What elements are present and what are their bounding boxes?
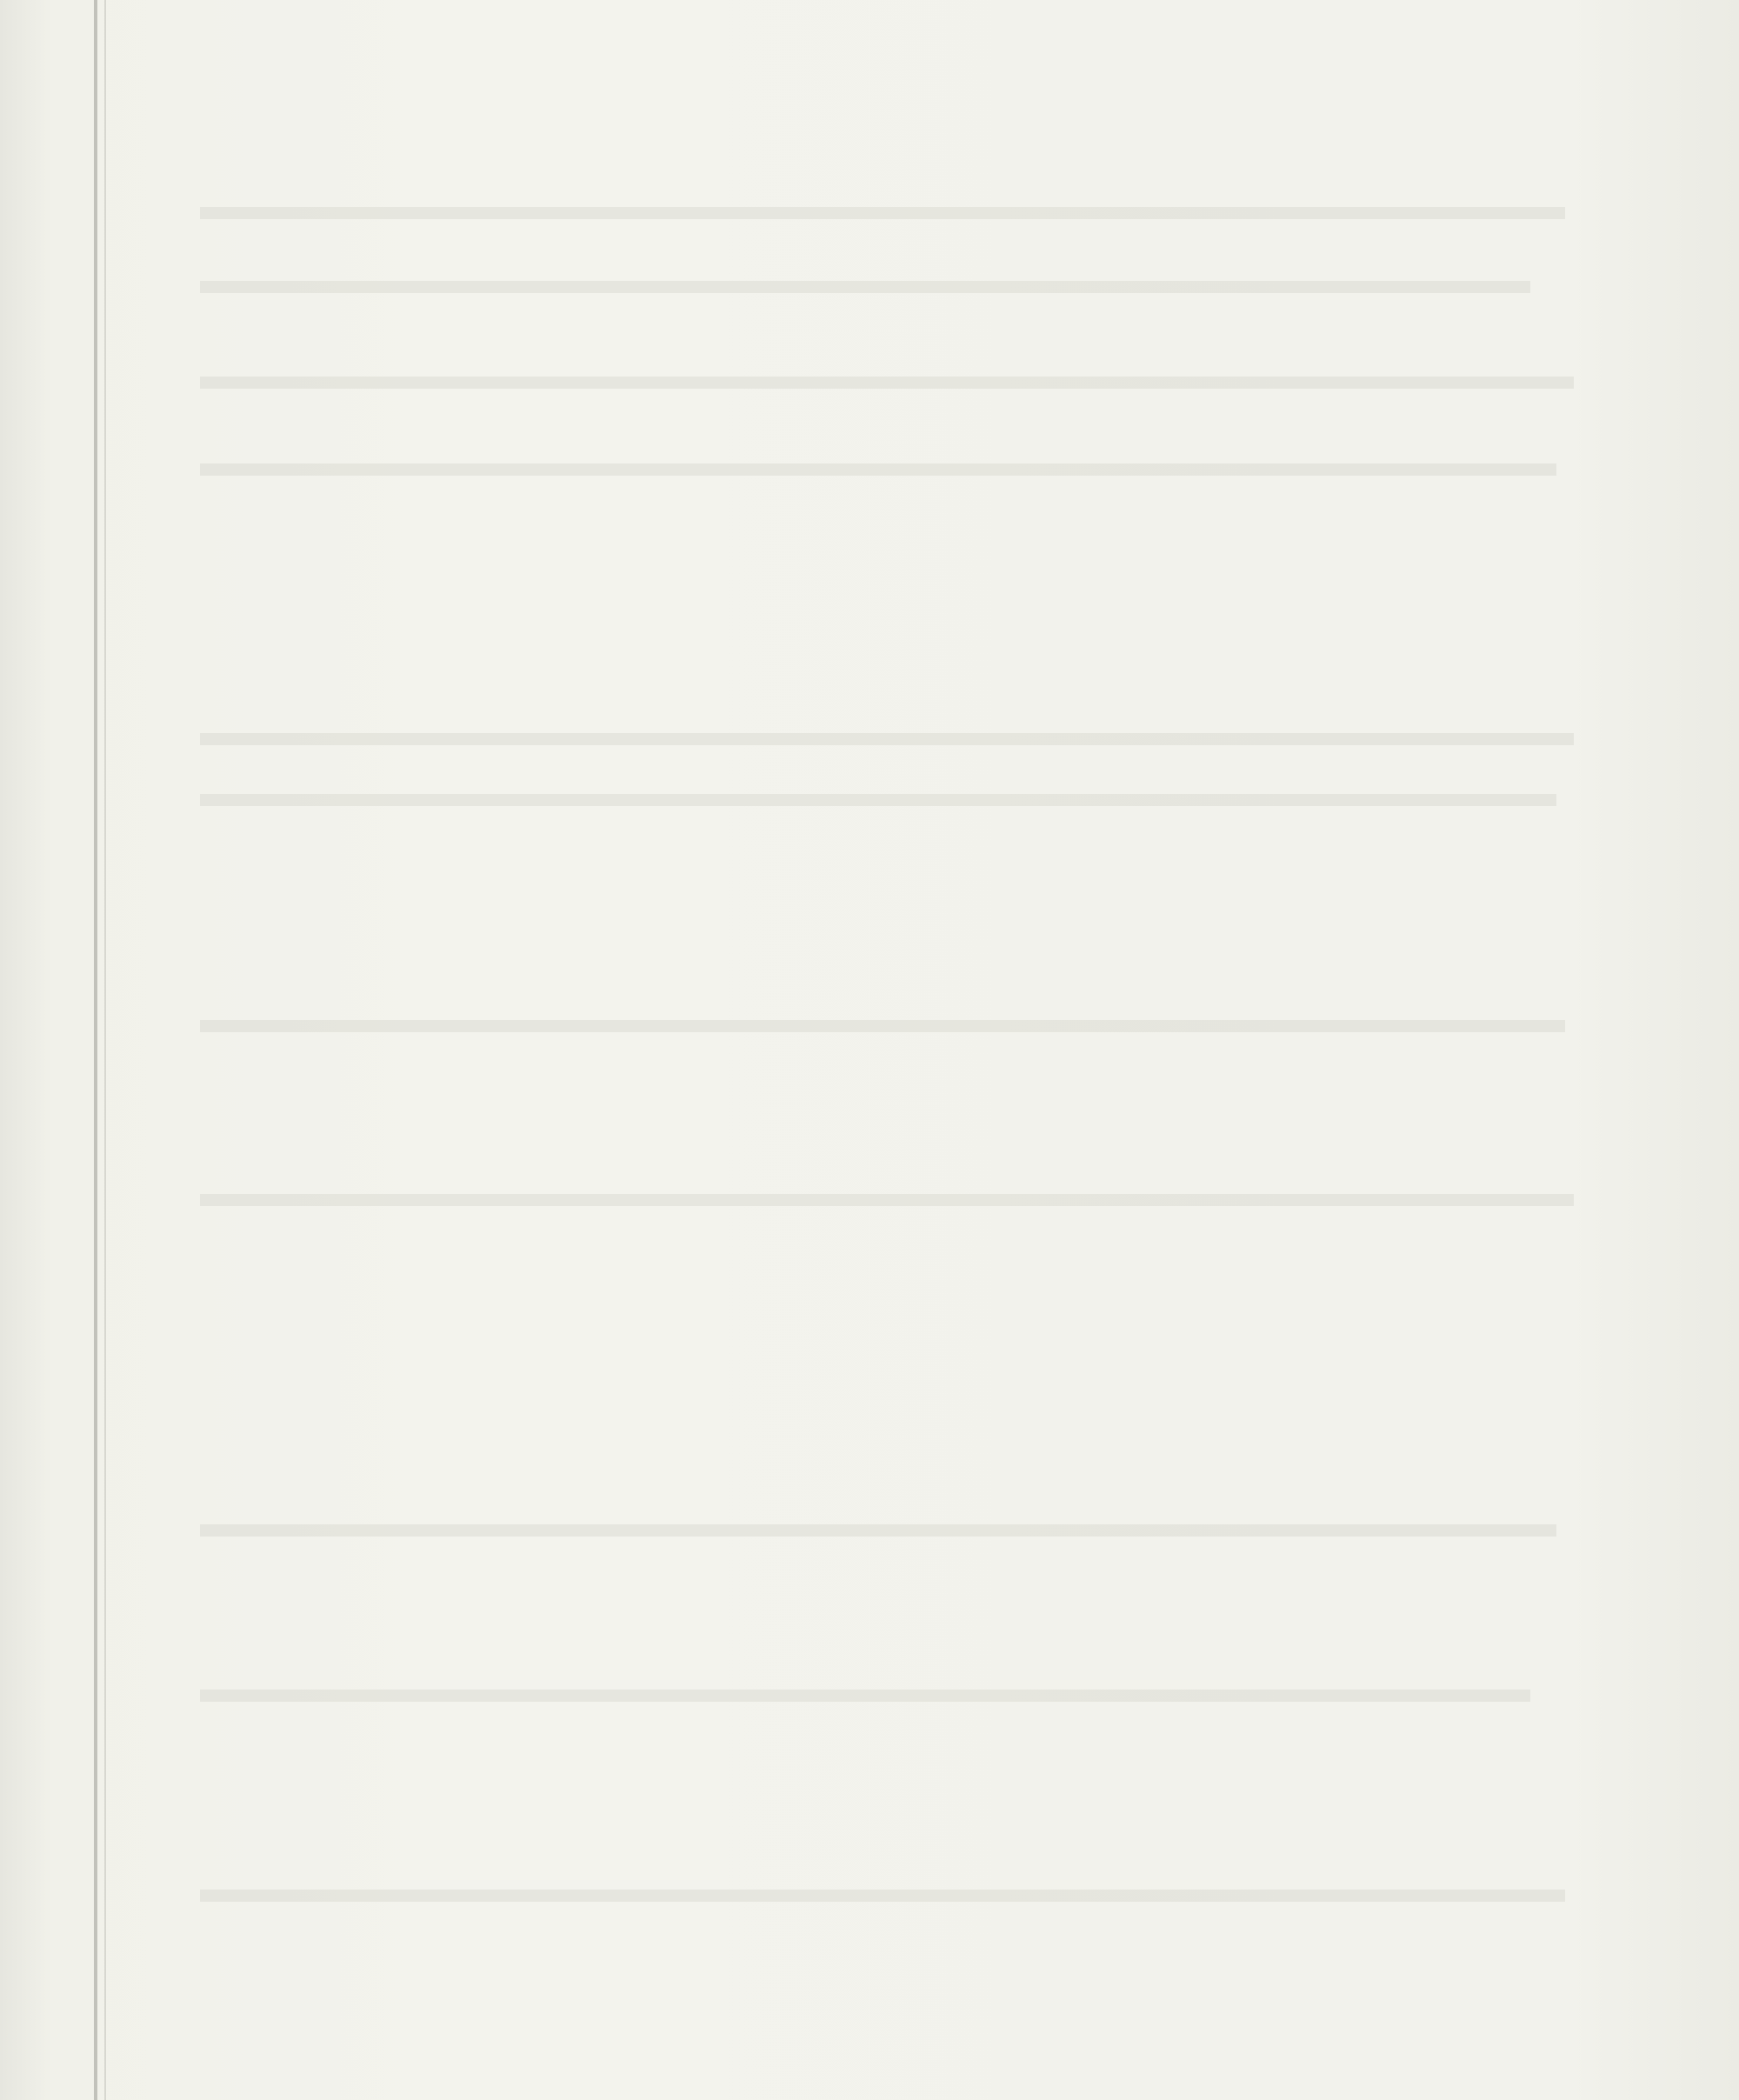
binding-shadow — [94, 0, 97, 2100]
binding-edge — [104, 0, 106, 2100]
events-list — [470, 1550, 1706, 1605]
